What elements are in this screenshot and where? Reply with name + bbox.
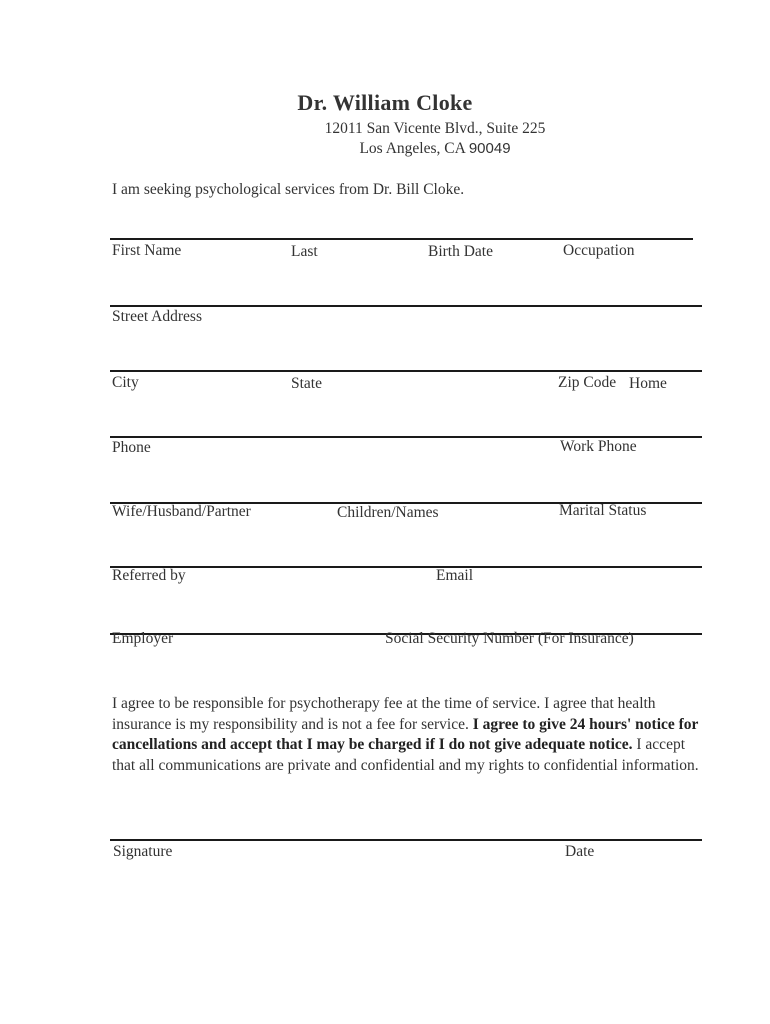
field-line-city-row bbox=[110, 370, 702, 372]
state-label: State bbox=[291, 375, 322, 392]
signature-line bbox=[110, 839, 702, 841]
doctor-name: Dr. William Cloke bbox=[297, 90, 473, 115]
partner-label: Wife/Husband/Partner bbox=[112, 503, 251, 520]
first-name-label: First Name bbox=[112, 242, 182, 259]
last-name-label: Last bbox=[291, 243, 318, 260]
email-label: Email bbox=[436, 567, 474, 584]
field-line-referral-row bbox=[110, 566, 702, 568]
address-zip: 90049 bbox=[468, 140, 511, 157]
referred-by-label: Referred by bbox=[112, 567, 186, 584]
ssn-label: Social Security Number (For Insurance) bbox=[385, 630, 634, 647]
address-line-1: 12011 San Vicente Blvd., Suite 225 bbox=[324, 120, 546, 137]
employer-label: Employer bbox=[112, 630, 174, 647]
phone-label: Phone bbox=[112, 439, 151, 456]
agreement-text-2: I accept that all communications are private and confidential and my rights to confidential information. bbox=[112, 736, 699, 774]
home-phone-label: Home bbox=[629, 375, 667, 392]
signature-label: Signature bbox=[113, 843, 173, 860]
address-line-2 bbox=[100, 139, 770, 159]
field-line-name-row bbox=[110, 238, 693, 240]
field-line-address-row bbox=[110, 305, 702, 307]
date-label: Date bbox=[565, 843, 595, 860]
agreement-cancellation-policy: I agree to give 24 hours' notice for cancellations and accept that I may be charged if I do not give adequate notice. bbox=[112, 715, 699, 753]
agreement-paragraph bbox=[112, 694, 702, 776]
marital-status-label: Marital Status bbox=[559, 502, 647, 519]
work-phone-label: Work Phone bbox=[560, 438, 637, 455]
address-city-state: Los Angeles, CA bbox=[359, 140, 469, 157]
children-label: Children/Names bbox=[337, 504, 439, 521]
city-label: City bbox=[112, 374, 139, 391]
doctor-address bbox=[100, 119, 770, 159]
intro-statement: I am seeking psychological services from Dr. Bill Cloke. bbox=[112, 181, 465, 198]
occupation-label: Occupation bbox=[563, 242, 635, 259]
street-address-label: Street Address bbox=[112, 308, 202, 325]
zip-code-label: Zip Code bbox=[558, 374, 617, 391]
birth-date-label: Birth Date bbox=[428, 243, 493, 260]
agreement-text-1: I agree to be responsible for psychotherapy fee at the time of service. I agree that health insurance is my responsibility and is not a fee for service. bbox=[112, 695, 656, 733]
